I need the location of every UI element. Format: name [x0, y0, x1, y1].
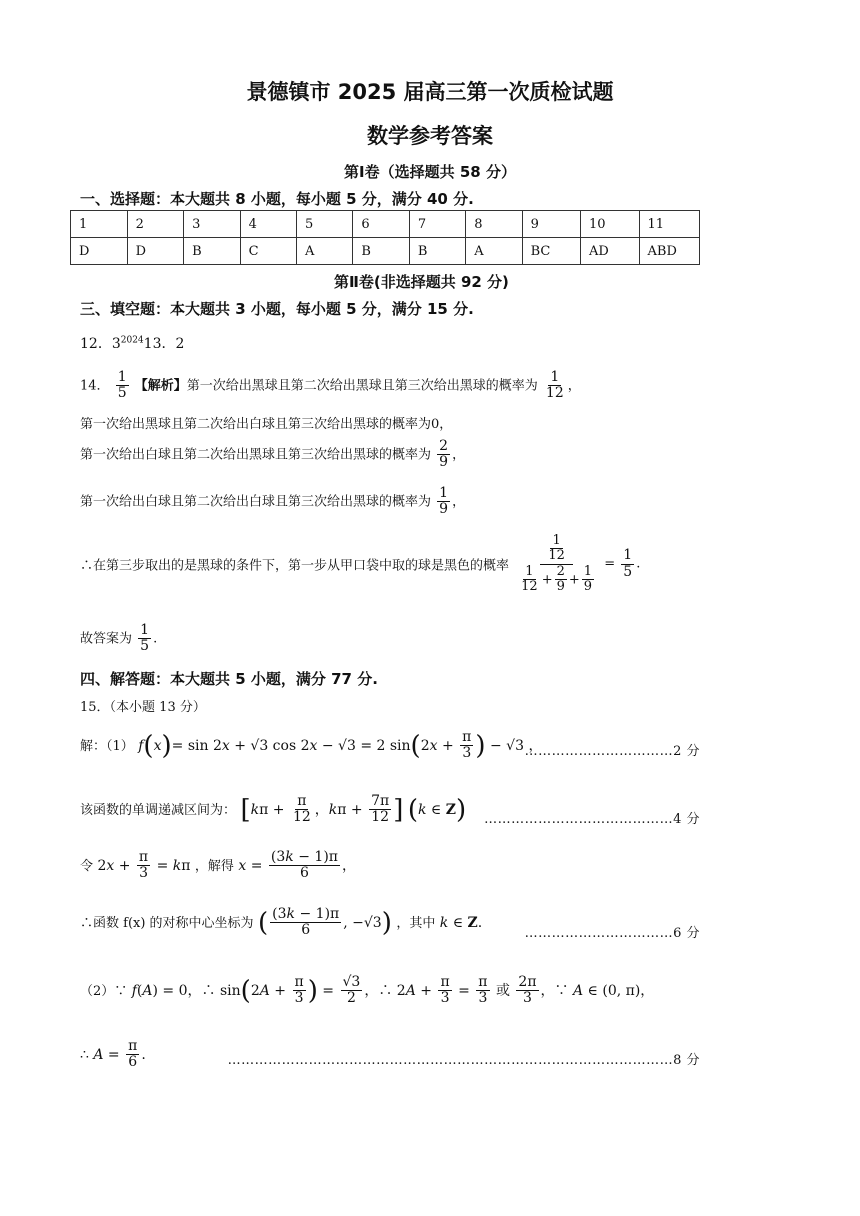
q14-tag: 【解析】	[134, 378, 187, 394]
q14-text1: 第一次给出黑球且第二次给出黑球且第三次给出黑球的概率为	[186, 378, 538, 394]
part2-heading: 第Ⅱ卷(非选择题共 92 分)	[334, 273, 509, 291]
fraction-numerator: 1	[117, 369, 127, 385]
q14-conclusion: ∴在第三步取出的是黑球的条件下，第一步从甲口袋中取的球是黑色的概率 $\frac{1}{12}$ $\frac{1}{12}$ + $\frac{2}{9}$ + $\frac{1}{9}$ = $\frac{1}{5}$ .	[80, 533, 641, 594]
table-cell: 5	[297, 211, 353, 238]
q14-compound-fraction	[515, 534, 598, 594]
q13-answer: 2	[175, 336, 185, 352]
q14-line2: 第一次给出黑球且第二次给出白球且第三次给出黑球的概率为0，	[80, 417, 453, 432]
q12-exponent: 2024	[120, 335, 144, 346]
q15-step5: （2）∵ f(A) = 0，∴ sin(2A + $\frac{\pi}{3}$ ) = $\frac{√3}{2}$ ，∴ 2A + $\frac{\pi}{3}$ = $\frac{\pi}{3}$ 或 $\frac{2\pi}{3}$ ，∵ A ∈ (0, π)，	[80, 974, 655, 1007]
q12-label: 12．	[80, 336, 112, 352]
q15-step4: ∴函数 f(x) 的对称中心坐标为 ( $\frac{(3k - 1)\pi}{6}$ , −√3) ，其中 k ∈ Z. ……………………………6 分	[80, 906, 700, 941]
q15-step2: 该函数的单调递减区间为： [kπ + $\frac{\pi}{12}$ ，kπ + $\frac{7\pi}{12}$ ] (k ∈ Z) ……………………………………4 分	[80, 793, 700, 827]
q15-step1-score: ……………………………2 分	[524, 744, 700, 759]
q15-step6: ∴ A = $\frac{\pi}{6}$ . ………………………………………………………………………………………8 分	[80, 1038, 700, 1071]
q14-text4: 第一次给出白球且第二次给出白球且第三次给出黑球的概率为	[80, 494, 432, 510]
q14-result-fraction: $\frac{1}{5}$	[623, 547, 633, 580]
q15-step4-tail: ，其中	[396, 915, 436, 931]
table-cell: B	[184, 238, 240, 265]
table-row-numbers	[71, 211, 700, 238]
fraction-numerator: 1	[439, 485, 449, 501]
table-cell: D	[71, 238, 128, 265]
table-cell: 7	[409, 211, 465, 238]
q14-label: 14．	[80, 378, 110, 394]
section3-heading: 三、填空题：本大题共 3 小题，每小题 5 分，满分 15 分.	[80, 300, 474, 318]
q15-step3: 令 2x + $\frac{\pi}{3}$ = kπ ，解得 x = $\frac{(3k - 1)\pi}{6}$ ，	[80, 849, 356, 882]
q14-value2: 0	[431, 417, 440, 432]
table-cell: B	[353, 238, 409, 265]
compound-numerator	[540, 534, 573, 565]
q15-step2-text: 该函数的单调递减区间为：	[80, 802, 237, 818]
q14-line1: 14． $\frac{1}{5}$ 【解析】第一次给出黑球且第二次给出黑球且第三次给出黑球的概率为 $\frac{1}{12}$ ，	[80, 369, 581, 402]
part1-heading: 第Ⅰ卷（选择题共 58 分）	[344, 163, 516, 181]
q14-fraction4	[437, 486, 450, 518]
table-cell: A	[297, 238, 353, 265]
q14-text2: 第一次给出黑球且第二次给出白球且第三次给出黑球的概率为	[80, 417, 432, 432]
table-cell: 10	[581, 211, 639, 238]
q15-step1-prefix: 解：（1）	[80, 738, 134, 754]
q14-therefore-text: ∴在第三步取出的是黑球的条件下，第一步从甲口袋中取的球是黑色的概率	[80, 558, 510, 574]
q12-13-line	[80, 333, 184, 353]
q15-step5-prefix: （2）∵	[80, 983, 128, 999]
q15-label: 15．（本小题 13 分）	[80, 700, 206, 715]
q14-line4: 第一次给出白球且第二次给出白球且第三次给出黑球的概率为 $\frac{1}{9}$ ，	[80, 485, 466, 518]
q14-final: 故答案为 $\frac{1}{5}$ .	[80, 622, 158, 655]
q14-fraction3	[437, 439, 450, 471]
table-cell: 4	[240, 211, 296, 238]
fraction-numerator: 1	[550, 369, 560, 385]
table-cell: 11	[639, 211, 700, 238]
table-cell: AD	[581, 238, 639, 265]
section1-heading: 一、选择题：本大题共 8 小题，每小题 5 分，满分 40 分.	[80, 190, 474, 208]
table-cell: 9	[522, 211, 580, 238]
table-cell: 2	[127, 211, 184, 238]
answer-table	[70, 210, 700, 265]
q13-label: 13．	[143, 336, 176, 352]
q14-final-text: 故答案为	[80, 631, 133, 647]
q15-step3-mid: ，解得	[194, 858, 234, 874]
table-cell: D	[127, 238, 184, 265]
fraction-denominator: 5	[117, 385, 127, 402]
section4-heading: 四、解答题：本大题共 5 小题，满分 77 分.	[80, 670, 378, 688]
compound-denominator: $\frac{1}{12}$ + $\frac{2}{9}$ + $\frac{1}{9}$	[521, 563, 593, 594]
table-cell: 8	[466, 211, 522, 238]
table-cell: A	[466, 238, 522, 265]
q15-step1: 解：（1） f(x)= sin 2x + √3 cos 2x − √3 = 2 sin(2x + $\frac{\pi}{3}$ ) − √3 ， ……………………………2 分	[80, 729, 700, 762]
table-cell: BC	[522, 238, 580, 265]
mini-fraction: $\frac{1}{12}$	[548, 533, 565, 564]
fraction-numerator: 2	[439, 438, 449, 454]
fraction-denominator: 9	[439, 454, 449, 471]
table-cell: ABD	[639, 238, 700, 265]
q15-step4-text: ∴函数 f(x) 的对称中心坐标为	[80, 915, 254, 931]
document-title: 景德镇市 2025 届高三第一次质检试题	[246, 80, 614, 104]
q14-final-fraction: $\frac{1}{5}$	[140, 622, 150, 655]
document-subtitle: 数学参考答案	[367, 124, 493, 148]
q15-step2-score: ……………………………………4 分	[484, 812, 700, 827]
q15-step3-prefix: 令	[80, 858, 94, 874]
fraction-denominator: 9	[439, 501, 449, 518]
q14-line3: 第一次给出白球且第二次给出黑球且第三次给出黑球的概率为 $\frac{2}{9}$ ，	[80, 438, 466, 471]
q14-fraction1	[544, 370, 566, 402]
table-cell: 6	[353, 211, 409, 238]
table-cell: 3	[184, 211, 240, 238]
q14-answer-fraction	[116, 370, 129, 402]
q15-step6-score: ………………………………………………………………………………………8 分	[227, 1053, 700, 1068]
q15-step4-score: ……………………………6 分	[524, 926, 700, 941]
q12-base: 3	[111, 336, 121, 352]
table-cell: C	[240, 238, 296, 265]
fraction-denominator: 12	[545, 385, 564, 402]
table-cell: B	[409, 238, 465, 265]
q14-text3: 第一次给出白球且第二次给出黑球且第三次给出黑球的概率为	[80, 447, 432, 463]
table-cell: 1	[71, 211, 128, 238]
table-row-answers	[71, 238, 700, 265]
